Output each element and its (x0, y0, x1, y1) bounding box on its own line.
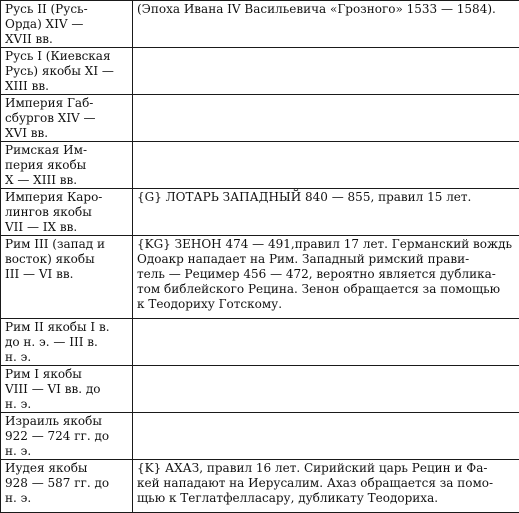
event-cell (133, 460, 519, 513)
empire-label: Русь I (Киевская Русь) якобы XI — XIII вв. (5, 49, 114, 93)
empire-cell (1, 189, 133, 236)
event-text: (Эпоха Ивана IV Васильевича «Грозного» 1533 — 1584). (137, 2, 515, 17)
table-row (1, 236, 519, 319)
table-row (1, 366, 519, 413)
empire-label: Израиль якобы 922 — 724 гг. до н. э. (5, 414, 109, 458)
empire-cell (1, 413, 133, 460)
empire-label: Русь II (Русь- Орда) XIV — XVII вв. (5, 2, 88, 46)
event-cell (133, 48, 519, 95)
table-row (1, 319, 519, 366)
empire-cell (1, 1, 133, 48)
table-row (1, 460, 519, 513)
event-cell (133, 413, 519, 460)
empire-cell (1, 319, 133, 366)
table-row (1, 48, 519, 95)
empire-cell (1, 95, 133, 142)
empire-cell (1, 142, 133, 189)
empire-label: Империя Каро- лингов якобы VII — IX вв. (5, 190, 102, 234)
event-cell (133, 319, 519, 366)
event-cell (133, 1, 519, 48)
empire-label: Рим I якобы VIII — VI вв. до н. э. (5, 367, 101, 411)
event-cell (133, 95, 519, 142)
event-cell (133, 189, 519, 236)
table-row (1, 95, 519, 142)
table-row (1, 189, 519, 236)
empire-label: Империя Габ- сбургов XIV — XVI вв. (5, 96, 96, 140)
empire-cell (1, 48, 133, 95)
empire-label: Рим III (запад и восток) якобы III — VI вв. (5, 237, 105, 281)
event-cell (133, 142, 519, 189)
table-row (1, 142, 519, 189)
empire-cell (1, 460, 133, 513)
event-cell (133, 236, 519, 319)
table-row (1, 1, 519, 48)
event-cell (133, 366, 519, 413)
empire-label: Рим II якобы I в. до н. э. — III в. н. э. (5, 320, 110, 364)
empire-label: Римская Им- перия якобы X — XIII вв. (5, 143, 87, 187)
table-body (1, 1, 519, 513)
table-row (1, 413, 519, 460)
event-text: {KG} ЗЕНОН 474 — 491,правил 17 лет. Германский вождь Одоакр нападает на Рим. Западный римский прави- тель — Рецимер 456 — 472, вероятно является дублика- том библейского Рецина. Зенон обращается за помощью к Теодориху Готскому. (137, 237, 515, 312)
event-text: {G} ЛОТАРЬ ЗАПАДНЫЙ 840 — 855, правил 15 лет. (137, 190, 515, 205)
event-text: {K} АХАЗ, правил 16 лет. Сирийский царь Рецин и Фа- кей нападают на Иерусалим. Ахаз обращается за помо- щью к Теглатфелласару, дубликату Теодориха. (137, 461, 515, 506)
empire-cell (1, 366, 133, 413)
empire-cell (1, 236, 133, 319)
empire-label: Иудея якобы 928 — 587 гг. до н. э. (5, 461, 109, 505)
